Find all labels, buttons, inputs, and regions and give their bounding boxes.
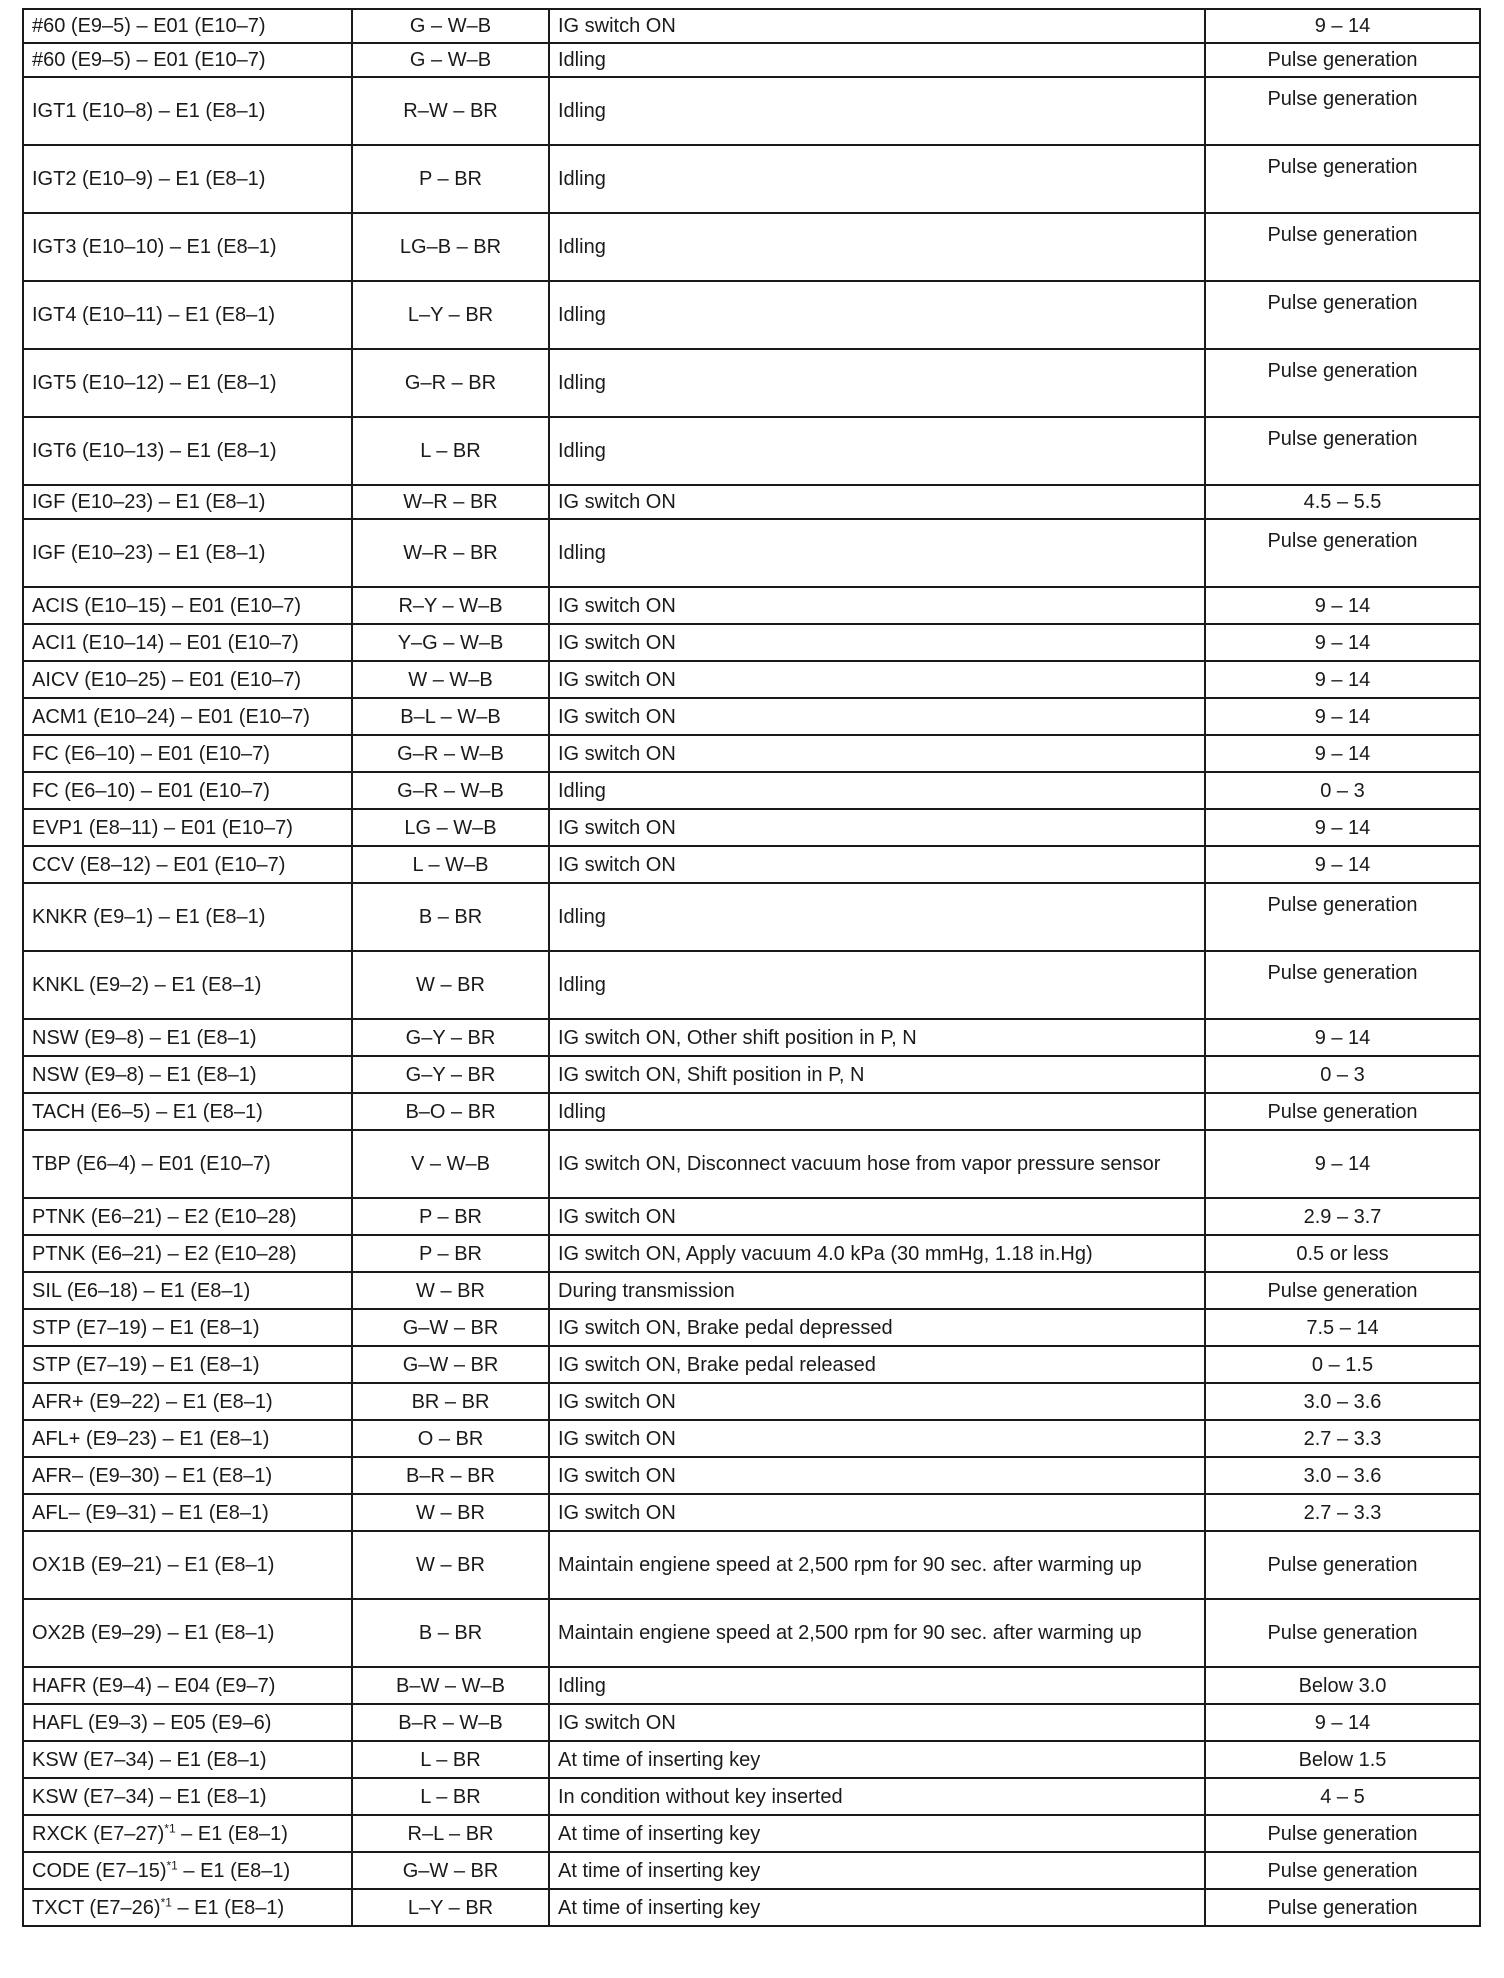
specified-condition-cell: 3.0 – 3.6 bbox=[1205, 1457, 1480, 1494]
condition-cell: Idling bbox=[549, 772, 1205, 809]
wiring-color-cell: G–W – BR bbox=[352, 1852, 549, 1889]
specified-condition-cell: 9 – 14 bbox=[1205, 735, 1480, 772]
specified-condition-cell: Pulse generation bbox=[1205, 883, 1480, 951]
wiring-color-cell: B–R – W–B bbox=[352, 1704, 549, 1741]
condition-cell: Idling bbox=[549, 77, 1205, 145]
specified-condition-cell: 4.5 – 5.5 bbox=[1205, 485, 1480, 519]
terminal-cell: IGT1 (E10–8) – E1 (E8–1) bbox=[23, 77, 352, 145]
specified-condition-cell: Pulse generation bbox=[1205, 1815, 1480, 1852]
table-row bbox=[23, 1599, 1480, 1667]
condition-cell: IG switch ON, Brake pedal released bbox=[549, 1346, 1205, 1383]
condition-cell: Idling bbox=[549, 951, 1205, 1019]
specified-condition-cell: Pulse generation bbox=[1205, 43, 1480, 77]
table-row bbox=[23, 951, 1480, 1019]
condition-cell: IG switch ON bbox=[549, 661, 1205, 698]
table-row bbox=[23, 145, 1480, 213]
wiring-color-cell: G – W–B bbox=[352, 43, 549, 77]
wiring-color-cell: B – BR bbox=[352, 1599, 549, 1667]
condition-cell: IG switch ON bbox=[549, 587, 1205, 624]
table-row bbox=[23, 1852, 1480, 1889]
condition-cell: IG switch ON, Brake pedal depressed bbox=[549, 1309, 1205, 1346]
condition-cell: At time of inserting key bbox=[549, 1815, 1205, 1852]
table-row bbox=[23, 77, 1480, 145]
terminal-cell: IGT5 (E10–12) – E1 (E8–1) bbox=[23, 349, 352, 417]
terminal-cell bbox=[23, 1889, 352, 1926]
terminal-cell: IGT2 (E10–9) – E1 (E8–1) bbox=[23, 145, 352, 213]
wiring-color-cell: W – BR bbox=[352, 1531, 549, 1599]
table-row bbox=[23, 43, 1480, 77]
condition-cell: IG switch ON bbox=[549, 809, 1205, 846]
wiring-color-cell: V – W–B bbox=[352, 1130, 549, 1198]
terminal-cell: #60 (E9–5) – E01 (E10–7) bbox=[23, 9, 352, 43]
terminal-cell: ACI1 (E10–14) – E01 (E10–7) bbox=[23, 624, 352, 661]
specified-condition-cell: Below 1.5 bbox=[1205, 1741, 1480, 1778]
specified-condition-cell: 9 – 14 bbox=[1205, 9, 1480, 43]
specified-condition-cell: Pulse generation bbox=[1205, 1093, 1480, 1130]
condition-cell: IG switch ON bbox=[549, 1457, 1205, 1494]
specified-condition-cell: 0.5 or less bbox=[1205, 1235, 1480, 1272]
footnote-marker: *1 bbox=[160, 1894, 172, 1909]
table-row bbox=[23, 809, 1480, 846]
table-row bbox=[23, 1130, 1480, 1198]
terminal-cell: #60 (E9–5) – E01 (E10–7) bbox=[23, 43, 352, 77]
terminal-cell: TBP (E6–4) – E01 (E10–7) bbox=[23, 1130, 352, 1198]
wiring-color-cell: P – BR bbox=[352, 1198, 549, 1235]
specified-condition-cell: 3.0 – 3.6 bbox=[1205, 1383, 1480, 1420]
wiring-color-cell: L–Y – BR bbox=[352, 281, 549, 349]
table-row bbox=[23, 1346, 1480, 1383]
terminal-label: RXCK (E7–27) bbox=[32, 1822, 165, 1845]
table-row bbox=[23, 1741, 1480, 1778]
table-row bbox=[23, 624, 1480, 661]
wiring-color-cell: G–Y – BR bbox=[352, 1056, 549, 1093]
specified-condition-cell: Pulse generation bbox=[1205, 519, 1480, 587]
terminal-cell: HAFR (E9–4) – E04 (E9–7) bbox=[23, 1667, 352, 1704]
terminal-cell: KNKR (E9–1) – E1 (E8–1) bbox=[23, 883, 352, 951]
table-row bbox=[23, 1019, 1480, 1056]
wiring-color-cell: G–R – W–B bbox=[352, 772, 549, 809]
terminal-ground-label: – E1 (E8–1) bbox=[177, 1859, 291, 1882]
condition-cell: IG switch ON, Other shift position in P, N bbox=[549, 1019, 1205, 1056]
specified-condition-cell: 2.7 – 3.3 bbox=[1205, 1494, 1480, 1531]
condition-cell: IG switch ON, Apply vacuum 4.0 kPa (30 mmHg, 1.18 in.Hg) bbox=[549, 1235, 1205, 1272]
condition-cell: Idling bbox=[549, 213, 1205, 281]
terminal-cell: AFR– (E9–30) – E1 (E8–1) bbox=[23, 1457, 352, 1494]
table-row bbox=[23, 1889, 1480, 1926]
specified-condition-cell: Pulse generation bbox=[1205, 349, 1480, 417]
terminal-cell: IGT4 (E10–11) – E1 (E8–1) bbox=[23, 281, 352, 349]
table-row bbox=[23, 1383, 1480, 1420]
wiring-color-cell: BR – BR bbox=[352, 1383, 549, 1420]
specified-condition-cell: 4 – 5 bbox=[1205, 1778, 1480, 1815]
condition-cell: IG switch ON, Shift position in P, N bbox=[549, 1056, 1205, 1093]
specified-condition-cell: 2.9 – 3.7 bbox=[1205, 1198, 1480, 1235]
wiring-color-cell: W – W–B bbox=[352, 661, 549, 698]
wiring-color-cell: G–W – BR bbox=[352, 1346, 549, 1383]
condition-cell: IG switch ON bbox=[549, 624, 1205, 661]
condition-cell: At time of inserting key bbox=[549, 1741, 1205, 1778]
specified-condition-cell: 9 – 14 bbox=[1205, 661, 1480, 698]
specified-condition-cell: Pulse generation bbox=[1205, 1272, 1480, 1309]
wiring-color-cell: B–O – BR bbox=[352, 1093, 549, 1130]
terminal-label: TXCT (E7–26) bbox=[32, 1896, 161, 1919]
condition-cell: IG switch ON bbox=[549, 1420, 1205, 1457]
terminal-cell: EVP1 (E8–11) – E01 (E10–7) bbox=[23, 809, 352, 846]
specified-condition-cell: Pulse generation bbox=[1205, 951, 1480, 1019]
terminal-cell: OX1B (E9–21) – E1 (E8–1) bbox=[23, 1531, 352, 1599]
condition-cell: IG switch ON bbox=[549, 698, 1205, 735]
specified-condition-cell: Pulse generation bbox=[1205, 1531, 1480, 1599]
condition-cell: Idling bbox=[549, 43, 1205, 77]
condition-cell: IG switch ON bbox=[549, 1383, 1205, 1420]
condition-cell: Idling bbox=[549, 883, 1205, 951]
wiring-color-cell: R–Y – W–B bbox=[352, 587, 549, 624]
wiring-color-cell: W – BR bbox=[352, 1494, 549, 1531]
wiring-color-cell: L – W–B bbox=[352, 846, 549, 883]
table-row bbox=[23, 698, 1480, 735]
specified-condition-cell: 9 – 14 bbox=[1205, 1019, 1480, 1056]
specified-condition-cell: 9 – 14 bbox=[1205, 587, 1480, 624]
condition-cell: IG switch ON bbox=[549, 1198, 1205, 1235]
condition-cell: Idling bbox=[549, 417, 1205, 485]
table-row bbox=[23, 735, 1480, 772]
wiring-color-cell: B–W – W–B bbox=[352, 1667, 549, 1704]
footnote-marker: *1 bbox=[164, 1820, 176, 1835]
wiring-color-cell: L–Y – BR bbox=[352, 1889, 549, 1926]
terminal-cell: ACM1 (E10–24) – E01 (E10–7) bbox=[23, 698, 352, 735]
wiring-color-cell: L – BR bbox=[352, 1778, 549, 1815]
specified-condition-cell: 0 – 3 bbox=[1205, 772, 1480, 809]
terminal-cell bbox=[23, 1852, 352, 1889]
wiring-color-cell: W–R – BR bbox=[352, 519, 549, 587]
wiring-color-cell: B – BR bbox=[352, 883, 549, 951]
terminal-cell: AICV (E10–25) – E01 (E10–7) bbox=[23, 661, 352, 698]
table-row bbox=[23, 772, 1480, 809]
specified-condition-cell: 9 – 14 bbox=[1205, 846, 1480, 883]
table-row bbox=[23, 1198, 1480, 1235]
wiring-color-cell: W – BR bbox=[352, 1272, 549, 1309]
wiring-color-cell: P – BR bbox=[352, 1235, 549, 1272]
wiring-color-cell: B–L – W–B bbox=[352, 698, 549, 735]
table-row bbox=[23, 587, 1480, 624]
table-row bbox=[23, 9, 1480, 43]
condition-cell: Maintain engiene speed at 2,500 rpm for 90 sec. after warming up bbox=[549, 1599, 1205, 1667]
wiring-color-cell: G–R – BR bbox=[352, 349, 549, 417]
terminal-cell: KSW (E7–34) – E1 (E8–1) bbox=[23, 1778, 352, 1815]
wiring-color-cell: O – BR bbox=[352, 1420, 549, 1457]
table-row bbox=[23, 417, 1480, 485]
terminal-cell: SIL (E6–18) – E1 (E8–1) bbox=[23, 1272, 352, 1309]
condition-cell: IG switch ON bbox=[549, 1494, 1205, 1531]
table-body bbox=[23, 9, 1480, 1926]
wiring-color-cell: R–L – BR bbox=[352, 1815, 549, 1852]
wiring-color-cell: B–R – BR bbox=[352, 1457, 549, 1494]
table-row bbox=[23, 1420, 1480, 1457]
wiring-color-cell: P – BR bbox=[352, 145, 549, 213]
condition-cell: IG switch ON, Disconnect vacuum hose from vapor pressure sensor bbox=[549, 1130, 1205, 1198]
terminal-cell: FC (E6–10) – E01 (E10–7) bbox=[23, 772, 352, 809]
terminal-cell: FC (E6–10) – E01 (E10–7) bbox=[23, 735, 352, 772]
terminal-cell: KSW (E7–34) – E1 (E8–1) bbox=[23, 1741, 352, 1778]
condition-cell: In condition without key inserted bbox=[549, 1778, 1205, 1815]
condition-cell: Idling bbox=[549, 349, 1205, 417]
condition-cell: IG switch ON bbox=[549, 1704, 1205, 1741]
table-row bbox=[23, 349, 1480, 417]
wiring-color-cell: LG – W–B bbox=[352, 809, 549, 846]
specified-condition-cell: 9 – 14 bbox=[1205, 624, 1480, 661]
terminal-cell: OX2B (E9–29) – E1 (E8–1) bbox=[23, 1599, 352, 1667]
specified-condition-cell: 0 – 1.5 bbox=[1205, 1346, 1480, 1383]
wiring-color-cell: Y–G – W–B bbox=[352, 624, 549, 661]
terminal-cell: NSW (E9–8) – E1 (E8–1) bbox=[23, 1056, 352, 1093]
wiring-color-cell: W – BR bbox=[352, 951, 549, 1019]
specified-condition-cell: 9 – 14 bbox=[1205, 1704, 1480, 1741]
terminal-cell: IGF (E10–23) – E1 (E8–1) bbox=[23, 519, 352, 587]
terminal-cell: AFR+ (E9–22) – E1 (E8–1) bbox=[23, 1383, 352, 1420]
table-row bbox=[23, 1457, 1480, 1494]
specified-condition-cell: 7.5 – 14 bbox=[1205, 1309, 1480, 1346]
specified-condition-cell: 2.7 – 3.3 bbox=[1205, 1420, 1480, 1457]
table-row bbox=[23, 1309, 1480, 1346]
specified-condition-cell: Pulse generation bbox=[1205, 145, 1480, 213]
condition-cell: IG switch ON bbox=[549, 9, 1205, 43]
condition-cell: Idling bbox=[549, 281, 1205, 349]
specified-condition-cell: Pulse generation bbox=[1205, 1889, 1480, 1926]
terminal-cell: STP (E7–19) – E1 (E8–1) bbox=[23, 1309, 352, 1346]
wiring-color-cell: L – BR bbox=[352, 417, 549, 485]
footnote-marker: *1 bbox=[166, 1857, 178, 1872]
specified-condition-cell: Pulse generation bbox=[1205, 281, 1480, 349]
terminal-ground-label: – E1 (E8–1) bbox=[171, 1896, 285, 1919]
terminal-cell: ACIS (E10–15) – E01 (E10–7) bbox=[23, 587, 352, 624]
terminal-cell: AFL+ (E9–23) – E1 (E8–1) bbox=[23, 1420, 352, 1457]
terminal-ground-label: – E1 (E8–1) bbox=[175, 1822, 288, 1845]
table-row bbox=[23, 1704, 1480, 1741]
condition-cell: During transmission bbox=[549, 1272, 1205, 1309]
wiring-color-cell: LG–B – BR bbox=[352, 213, 549, 281]
table-row bbox=[23, 213, 1480, 281]
specified-condition-cell: Pulse generation bbox=[1205, 417, 1480, 485]
terminal-cell: PTNK (E6–21) – E2 (E10–28) bbox=[23, 1235, 352, 1272]
table-row bbox=[23, 281, 1480, 349]
terminal-cell: STP (E7–19) – E1 (E8–1) bbox=[23, 1346, 352, 1383]
wiring-color-cell: R–W – BR bbox=[352, 77, 549, 145]
table-row bbox=[23, 1093, 1480, 1130]
terminal-label: CODE (E7–15) bbox=[32, 1859, 167, 1882]
terminal-cell: HAFL (E9–3) – E05 (E9–6) bbox=[23, 1704, 352, 1741]
condition-cell: Idling bbox=[549, 145, 1205, 213]
wiring-color-cell: W–R – BR bbox=[352, 485, 549, 519]
wiring-color-cell: L – BR bbox=[352, 1741, 549, 1778]
terminal-cell bbox=[23, 1815, 352, 1852]
terminal-cell: AFL– (E9–31) – E1 (E8–1) bbox=[23, 1494, 352, 1531]
specified-condition-cell: 9 – 14 bbox=[1205, 809, 1480, 846]
wiring-color-cell: G – W–B bbox=[352, 9, 549, 43]
table-row bbox=[23, 1778, 1480, 1815]
specified-condition-cell: Pulse generation bbox=[1205, 1852, 1480, 1889]
condition-cell: At time of inserting key bbox=[549, 1889, 1205, 1926]
terminal-cell: IGT6 (E10–13) – E1 (E8–1) bbox=[23, 417, 352, 485]
table-row bbox=[23, 1235, 1480, 1272]
condition-cell: Idling bbox=[549, 1667, 1205, 1704]
table-row bbox=[23, 1667, 1480, 1704]
terminal-cell: IGT3 (E10–10) – E1 (E8–1) bbox=[23, 213, 352, 281]
table-row bbox=[23, 1531, 1480, 1599]
specified-condition-cell: 9 – 14 bbox=[1205, 1130, 1480, 1198]
condition-cell: IG switch ON bbox=[549, 846, 1205, 883]
table-row bbox=[23, 661, 1480, 698]
table-row bbox=[23, 1272, 1480, 1309]
table-row bbox=[23, 883, 1480, 951]
table-row bbox=[23, 519, 1480, 587]
specified-condition-cell: 0 – 3 bbox=[1205, 1056, 1480, 1093]
table-row bbox=[23, 1494, 1480, 1531]
wiring-color-cell: G–W – BR bbox=[352, 1309, 549, 1346]
specified-condition-cell: Pulse generation bbox=[1205, 1599, 1480, 1667]
terminal-cell: IGF (E10–23) – E1 (E8–1) bbox=[23, 485, 352, 519]
table-row bbox=[23, 485, 1480, 519]
condition-cell: Maintain engiene speed at 2,500 rpm for 90 sec. after warming up bbox=[549, 1531, 1205, 1599]
condition-cell: Idling bbox=[549, 519, 1205, 587]
table-row bbox=[23, 1815, 1480, 1852]
terminal-cell: TACH (E6–5) – E1 (E8–1) bbox=[23, 1093, 352, 1130]
condition-cell: At time of inserting key bbox=[549, 1852, 1205, 1889]
terminal-cell: KNKL (E9–2) – E1 (E8–1) bbox=[23, 951, 352, 1019]
terminal-cell: NSW (E9–8) – E1 (E8–1) bbox=[23, 1019, 352, 1056]
specified-condition-cell: Pulse generation bbox=[1205, 213, 1480, 281]
wiring-color-cell: G–R – W–B bbox=[352, 735, 549, 772]
specified-condition-cell: Pulse generation bbox=[1205, 77, 1480, 145]
condition-cell: Idling bbox=[549, 1093, 1205, 1130]
specified-condition-cell: 9 – 14 bbox=[1205, 698, 1480, 735]
terminal-cell: PTNK (E6–21) – E2 (E10–28) bbox=[23, 1198, 352, 1235]
terminal-cell: CCV (E8–12) – E01 (E10–7) bbox=[23, 846, 352, 883]
condition-cell: IG switch ON bbox=[549, 735, 1205, 772]
terminal-voltage-table bbox=[22, 8, 1481, 1927]
wiring-color-cell: G–Y – BR bbox=[352, 1019, 549, 1056]
condition-cell: IG switch ON bbox=[549, 485, 1205, 519]
table-row bbox=[23, 1056, 1480, 1093]
table-row bbox=[23, 846, 1480, 883]
specified-condition-cell: Below 3.0 bbox=[1205, 1667, 1480, 1704]
